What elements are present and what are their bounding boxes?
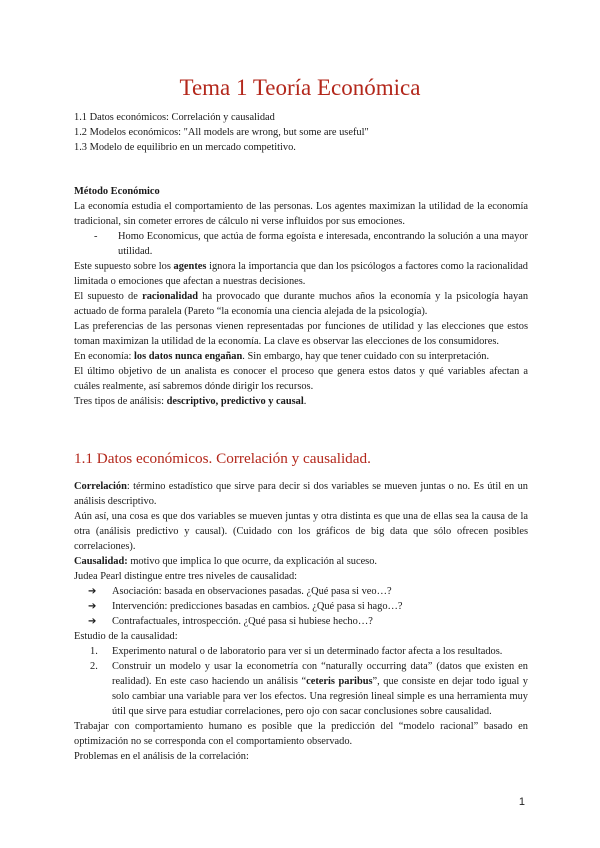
toc-item: 1.1 Datos económicos: Correlación y causalidad bbox=[74, 112, 275, 123]
paragraph: El supuesto de racionalidad ha provocado que durante muchos años la economía y la psicología hayan actuado de forma paralela (Pareto “la economía una ciencia alejada de la psicología). bbox=[74, 291, 529, 317]
list-item bbox=[74, 614, 528, 629]
arrow-icon: ➔ bbox=[88, 616, 97, 627]
paragraph: Tres tipos de análisis: descriptivo, predictivo y causal. bbox=[74, 396, 307, 407]
paragraph: Estudio de la causalidad: bbox=[74, 631, 178, 642]
list-number: 1. bbox=[90, 646, 98, 657]
list-item bbox=[74, 644, 528, 659]
arrow-icon: ➔ bbox=[88, 586, 97, 597]
list-item-text: Contrafactuales, introspección. ¿Qué pasa si hubiese hecho…? bbox=[112, 616, 373, 627]
paragraph: Judea Pearl distingue entre tres niveles de causalidad: bbox=[74, 571, 298, 582]
paragraph: En economía: los datos nunca engañan. Sin embargo, hay que tener cuidado con su interpretación. bbox=[74, 351, 490, 362]
paragraph: Aún así, una cosa es que dos variables se mueven juntas y otra distinta es que una de ellas sea la causa de la otra (análisis predictivo y causal). (Cuidado con los gráficos de big data que sólo ofrecen posibles correlaciones). bbox=[74, 511, 528, 552]
list-number: 2. bbox=[90, 661, 98, 672]
arrow-icon: ➔ bbox=[88, 601, 97, 612]
paragraph: El último objetivo de un analista es conocer el proceso que genera estos datos y qué variables afectan a cuáles realmente, así sabremos dónde dirigir los recursos. bbox=[74, 366, 528, 392]
correlacion-section bbox=[74, 479, 528, 764]
toc-item: 1.2 Modelos económicos: "All models are wrong, but some are useful" bbox=[74, 127, 369, 138]
list-item-text: Asociación: basada en observaciones pasadas. ¿Qué pasa si veo…? bbox=[112, 586, 392, 597]
list-item-text: Intervención: predicciones basadas en cambios. ¿Qué pasa si hago…? bbox=[112, 601, 403, 612]
dash-marker: - bbox=[94, 231, 98, 242]
list-item bbox=[74, 599, 528, 614]
list-item bbox=[74, 584, 528, 599]
paragraph: Correlación: término estadístico que sirve para decir si dos variables se mueven juntas o no. Es útil en un análisis descriptivo. bbox=[74, 481, 528, 507]
list-item-text: Homo Economicus, que actúa de forma egoísta e interesada, encontrando la solución a una mayor utilidad. bbox=[118, 231, 528, 257]
list-item-text: Experimento natural o de laboratorio para ver si un determinado factor afecta a los resultados. bbox=[112, 646, 503, 657]
paragraph: Problemas en el análisis de la correlación: bbox=[74, 751, 249, 762]
paragraph: Causalidad: motivo que implica lo que ocurre, da explicación al suceso. bbox=[74, 556, 378, 567]
page-number: 1 bbox=[518, 796, 525, 808]
toc-item: 1.3 Modelo de equilibrio en un mercado competitivo. bbox=[74, 142, 296, 153]
paragraph: La economía estudia el comportamiento de las personas. Los agentes maximizan la utilidad de la economía tradicional, sin cometer errores de cálculo ni verse influidos por sus emociones. bbox=[74, 201, 528, 227]
list-item-text: Construir un modelo y usar la econometría con “naturally occurring data” (datos que existen en realidad). En este caso haciendo un análisis “ceteris paribus”, que consiste en dejar todo igual y solo cambiar una variable para ver los efectos. Una regresión lineal simple es una herramienta muy útil que sirve para estudiar correlaciones, pero ojo con sacar conclusiones sobre causalidad. bbox=[112, 661, 528, 717]
paragraph: Este supuesto sobre los agentes ignora la importancia que dan los psicólogos a factores como la racionalidad limitada o emociones que afectan a nuestras decisiones. bbox=[74, 261, 528, 287]
paragraph: Trabajar con comportamiento humano es posible que la predicción del “modelo racional” basado en optimización no se corresponda con el comportamiento observado. bbox=[74, 721, 528, 747]
page-title: Tema 1 Teoría Económica bbox=[179, 75, 421, 100]
metodo-economico-section bbox=[74, 184, 528, 409]
list-item bbox=[74, 659, 528, 719]
paragraph: Las preferencias de las personas vienen representadas por funciones de utilidad y las elecciones que estos toman maximizan la utilidad de la economía. La clave es observar las elecciones de los consumidores. bbox=[74, 321, 528, 347]
table-of-contents bbox=[74, 110, 369, 155]
list-item bbox=[74, 229, 528, 259]
metodo-heading: Método Económico bbox=[74, 186, 160, 197]
section-heading: 1.1 Datos económicos. Correlación y causalidad. bbox=[74, 450, 371, 467]
